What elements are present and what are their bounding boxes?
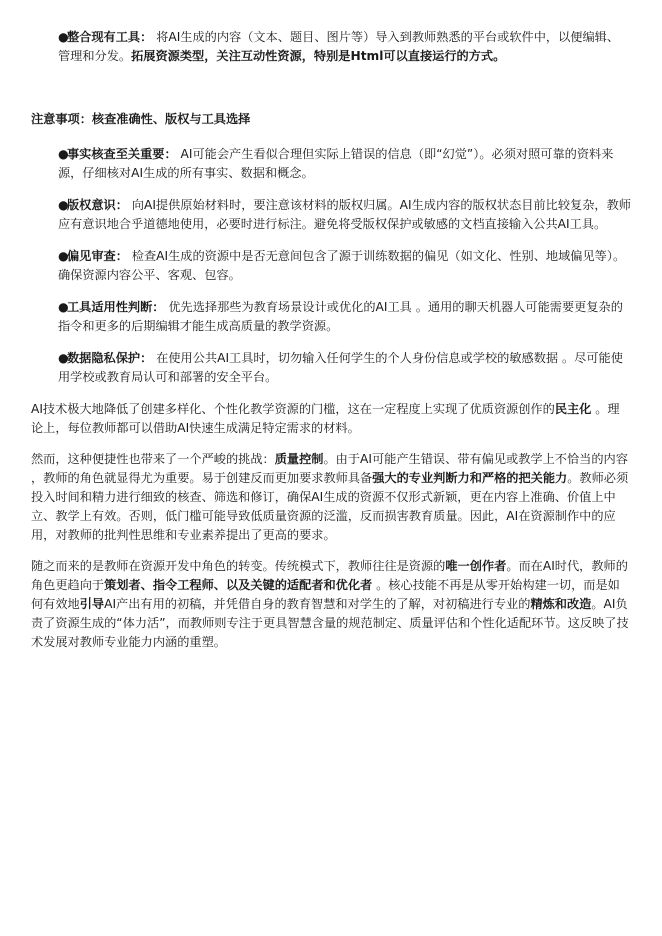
- section-bullet-list: [31, 145, 631, 387]
- item-text: AI可能会产生看似合理但实际上错误的信息（即“幻觉”）。必须对照可靠的资料来源，仔细核对AI生成的所有事实、数据和概念。: [58, 147, 614, 180]
- item-text: 检查AI生成的资源中是否无意间包含了源于训练数据的偏见（如文化、性别、地域偏见等）。确保资源内容公平、客观、包容。: [58, 249, 626, 282]
- bullet-dot: ●: [58, 147, 69, 161]
- para-text: 。教师必须投入时间和精力进行细致的核查、筛选和修订，确保AI生成的资源不仅形式新颖，更在内容上准确、价值上中立、教学上有效。否则，低门槛可能导致低质量资源的泛滥，反而损害教育质量。因此，AI在资源制作中的应用，对教师的批判性思维和专业素养提出了更高的要求。: [31, 471, 629, 542]
- list-item-bias-review: [58, 247, 631, 285]
- bullet-dot: ●: [58, 300, 69, 314]
- item-lead: 整合现有工具：: [67, 30, 153, 44]
- item-text: 向AI提供原始材料时，要注意该材料的版权归属。AI生成内容的版权状态目前比较复杂，教师应有意识地合乎道德地使用，必要时进行标注。避免将受版权保护或敏感的文档直接输入公共AI工具。: [58, 198, 631, 231]
- paragraph-quality-control: [31, 450, 631, 545]
- bullet-dot: ●: [58, 30, 69, 44]
- bullet-dot: ●: [58, 198, 69, 212]
- para-bold: 精炼和改造: [530, 597, 592, 611]
- para-bold: 唯一创作者: [445, 559, 507, 573]
- list-item-tool-suitability: [58, 298, 631, 336]
- item-bold-tail: 拓展资源类型，关注互动性资源，特别是Html可以直接运行的方式。: [131, 49, 506, 63]
- item-text: 在使用公共AI工具时，切勿输入任何学生的个人身份信息或学校的敏感数据 。尽可能使用学校或教育局认可和部署的安全平台。: [58, 351, 623, 384]
- para-text: 。AI负责了资源生成的“体力活”，而教师则专注于更具智慧含量的规范制定、质量评估和个性化适配环节。这反映了技术发展对教师专业能力内涵的重塑。: [31, 597, 629, 649]
- item-lead: 偏见审查：: [67, 249, 128, 263]
- top-bullet-list: [31, 28, 631, 66]
- para-bold: 质量控制: [274, 452, 324, 466]
- item-lead: 事实核查至关重要：: [67, 147, 177, 161]
- section-heading: 注意事项：核查准确性、版权与工具选择: [31, 112, 251, 126]
- item-lead: 数据隐私保护：: [67, 351, 153, 365]
- list-item-integrate-tools: [58, 28, 631, 66]
- para-bold: 强大的专业判断力和严格的把关能力: [372, 471, 568, 485]
- bullet-dot: ●: [58, 249, 69, 263]
- para-text: 。核心技能不再是从零开始构建一切，而是如何有效地: [31, 578, 620, 611]
- para-text: 。而在AI时代，教师的角色更趋向于: [31, 559, 628, 592]
- para-text: AI技术极大地降低了创建多样化、个性化教学资源的门槛，这在一定程度上实现了优质资源创作的: [31, 402, 555, 416]
- paragraph-role-shift: [31, 557, 631, 652]
- list-item-copyright: [58, 196, 631, 234]
- list-item-data-privacy: [58, 349, 631, 387]
- paragraph-democratization: [31, 400, 631, 438]
- para-bold: 引导: [79, 597, 105, 611]
- para-text: 。由于AI可能产生错误、带有偏见或教学上不恰当的内容 ，教师的角色就显得尤为重要。易于创建反而更加要求教师具备: [31, 452, 628, 485]
- para-text: 然而，这种便捷性也带来了一个严峻的挑战：: [31, 452, 275, 466]
- item-lead: 版权意识：: [67, 198, 128, 212]
- para-text: 。理论上，每位教师都可以借助AI快速生成满足特定需求的材料。: [31, 402, 620, 435]
- para-text: 随之而来的是教师在资源开发中角色的转变。传统模式下，教师往往是资源的: [31, 559, 446, 573]
- list-item-fact-check: [58, 145, 631, 183]
- para-bold: 民主化: [554, 402, 592, 416]
- item-text: 将AI生成的内容（文本、题目、图片等）导入到教师熟悉的平台或软件中，以便编辑、管理和分发。: [58, 30, 620, 63]
- para-text: AI产出有用的初稿，并凭借自身的教育智慧和对学生的了解，对初稿进行专业的: [104, 597, 531, 611]
- item-lead: 工具适用性判断：: [67, 300, 165, 314]
- item-text: 优先选择那些为教育场景设计或优化的AI工具 。通用的聊天机器人可能需要更复杂的指令和更多的后期编辑才能生成高质量的教学资源。: [58, 300, 623, 333]
- bullet-dot: ●: [58, 351, 69, 365]
- para-bold: 策划者、指令工程师、以及关键的适配者和优化者: [104, 578, 373, 592]
